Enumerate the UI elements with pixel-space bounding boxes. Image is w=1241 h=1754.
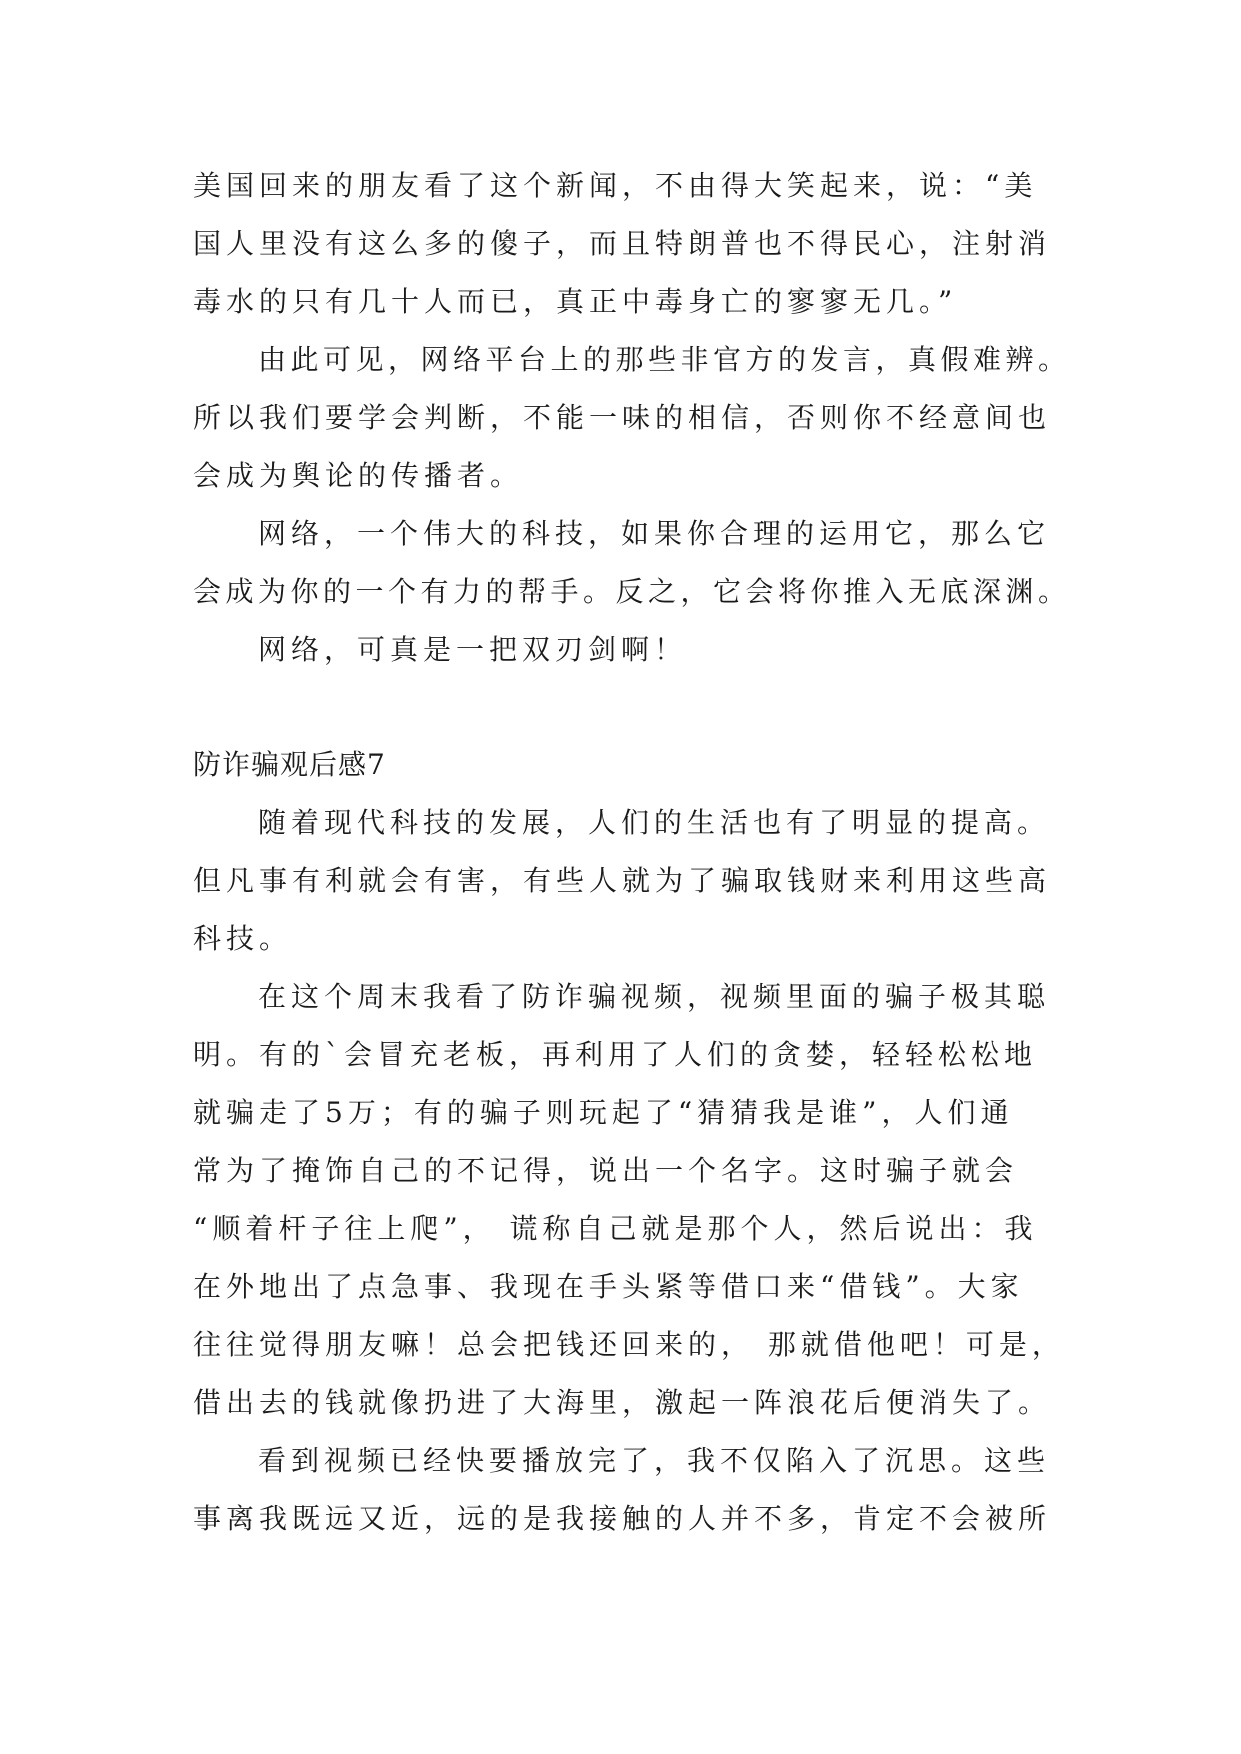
- paragraph-line: 网络，一个伟大的科技，如果你合理的运用它，那么它: [258, 517, 1051, 550]
- paragraph-line: “顺着杆子往上爬”， 谎称自己就是那个人，然后说出：我: [193, 1212, 1038, 1245]
- paragraph-line: 会成为你的一个有力的帮手。反之，它会将你推入无底深渊。: [193, 575, 1071, 608]
- paragraph-line: 事离我既远又近，远的是我接触的人并不多，肯定不会被所: [193, 1502, 1052, 1535]
- paragraph-line: 科技。: [193, 922, 293, 955]
- paragraph-line: 会成为舆论的传播者。: [193, 459, 524, 492]
- paragraph-line: 在外地出了点急事、我现在手头紧等借口来“借钱”。大家: [193, 1270, 1024, 1303]
- paragraph-line: 由此可见，网络平台上的那些非官方的发言，真假难辨。: [258, 343, 1071, 376]
- paragraph-line: 随着现代科技的发展，人们的生活也有了明显的提高。: [258, 806, 1051, 839]
- paragraph-line: 常为了掩饰自己的不记得，说出一个名字。这时骗子就会: [193, 1154, 1019, 1187]
- paragraph-line: 看到视频已经快要播放完了，我不仅陷入了沉思。这些: [258, 1444, 1051, 1477]
- paragraph-line: 在这个周末我看了防诈骗视频，视频里面的骗子极其聪: [258, 980, 1051, 1013]
- paragraph-line: 借出去的钱就像扔进了大海里，激起一阵浪花后便消失了。: [193, 1386, 1052, 1419]
- paragraph-line: 但凡事有利就会有害，有些人就为了骗取钱财来利用这些高: [193, 864, 1052, 897]
- paragraph-line: 美国回来的朋友看了这个新闻，不由得大笑起来，说：“美: [193, 169, 1038, 202]
- paragraph-line: 所以我们要学会判断，不能一味的相信，否则你不经意间也: [193, 401, 1052, 434]
- paragraph-line: 明。有的`会冒充老板，再利用了人们的贪婪，轻轻松松地: [193, 1038, 1038, 1071]
- paragraph-line: 毒水的只有几十人而已，真正中毒身亡的寥寥无几。”: [193, 285, 958, 318]
- section-heading: 防诈骗观后感7: [193, 748, 386, 781]
- paragraph-line: 就骗走了5万；有的骗子则玩起了“猜猜我是谁”，人们通: [193, 1096, 1014, 1129]
- paragraph-line: 往往觉得朋友嘛！总会把钱还回来的， 那就借他吧！可是，: [193, 1328, 1065, 1361]
- paragraph-line: 网络，可真是一把双刃剑啊！: [258, 633, 688, 666]
- paragraph-line: 国人里没有这么多的傻子，而且特朗普也不得民心，注射消: [193, 227, 1052, 260]
